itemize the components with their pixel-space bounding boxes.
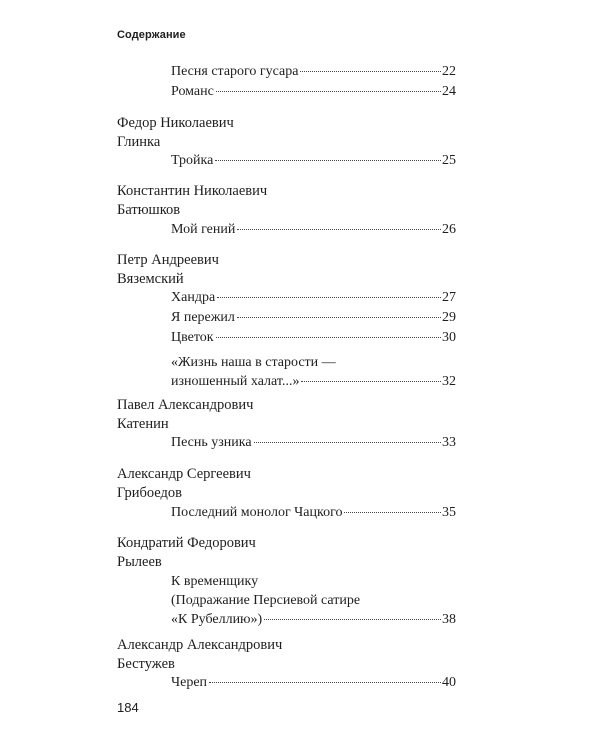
poem-title-line: Тройка [171,153,214,168]
toc-entry[interactable] [171,62,456,81]
dot-leader [254,442,441,443]
author-first-name: Константин Николаевич [117,183,268,199]
author-first-name: Александр Сергеевич [117,466,251,482]
author-heading [117,534,256,572]
author-first-name: Кондратий Федорович [117,535,256,551]
dot-leader [264,619,441,620]
poem-title-line: Я пережил [171,310,235,325]
author-heading [117,182,267,220]
poem-page-number: 25 [442,153,456,168]
author-heading [117,251,219,289]
dot-leader [215,160,441,161]
poem-title-line: Последний монолог Чацкого [171,505,343,520]
toc-entry[interactable] [171,503,456,522]
poem-page-number: 33 [442,435,456,450]
poem-title-line: Песня старого гусара [171,64,299,79]
author-last-name: Глинка [117,134,161,150]
poem-page-number: 22 [442,64,456,79]
poem-page-number: 40 [442,675,456,690]
poem-title-line: «Жизнь наша в старости — [171,355,336,370]
author-heading [117,396,253,434]
dot-leader [301,381,441,382]
toc-entry[interactable] [171,673,456,692]
author-last-name: Катенин [117,416,169,432]
poem-title-line: Цветок [171,330,214,345]
author-last-name: Грибоедов [117,485,183,501]
dot-leader [300,71,441,72]
poem-page-number: 27 [442,290,456,305]
author-last-name: Бестужев [117,656,175,672]
poem-page-number: 32 [442,374,456,389]
toc-entry[interactable] [171,308,456,327]
author-first-name: Александр Александрович [117,637,283,653]
running-head: Содержание [117,29,186,41]
dot-leader [237,317,441,318]
dot-leader [209,682,441,683]
toc-entry[interactable] [171,328,456,347]
poem-title-line: Романс [171,84,214,99]
toc-entry[interactable] [171,572,456,629]
author-last-name: Вяземский [117,271,184,287]
dot-leader [216,337,441,338]
poem-title-line: (Подражание Персиевой сатире [171,593,361,608]
toc-entry[interactable] [171,82,456,101]
author-heading [117,636,282,674]
dot-leader [217,297,441,298]
poem-page-number: 24 [442,84,456,99]
toc-entry[interactable] [171,353,456,391]
author-last-name: Батюшков [117,202,181,218]
poem-page-number: 38 [442,612,456,627]
poem-page-number: 29 [442,310,456,325]
poem-page-number: 35 [442,505,456,520]
poem-page-number: 26 [442,222,456,237]
dot-leader [344,512,441,513]
poem-title-line: К временщику [171,574,259,589]
author-first-name: Петр Андреевич [117,252,219,268]
author-first-name: Павел Александрович [117,397,254,413]
poem-title-line: «К Рубеллию») [171,612,263,627]
poem-title-line: Череп [171,675,208,690]
poem-page-number: 30 [442,330,456,345]
poem-title-line: Хандра [171,290,216,305]
toc-entry[interactable] [171,151,456,170]
dot-leader [237,229,441,230]
dot-leader [216,91,441,92]
poem-title-line: Песнь узника [171,435,252,450]
toc-entry[interactable] [171,220,456,239]
author-last-name: Рылеев [117,554,162,570]
author-first-name: Федор Николаевич [117,115,234,131]
author-heading [117,114,234,152]
author-heading [117,465,251,503]
page-number: 184 [117,700,139,715]
toc-entry[interactable] [171,288,456,307]
poem-title-line: изношенный халат...» [171,374,300,389]
toc-entry[interactable] [171,433,456,452]
poem-title-line: Мой гений [171,222,236,237]
